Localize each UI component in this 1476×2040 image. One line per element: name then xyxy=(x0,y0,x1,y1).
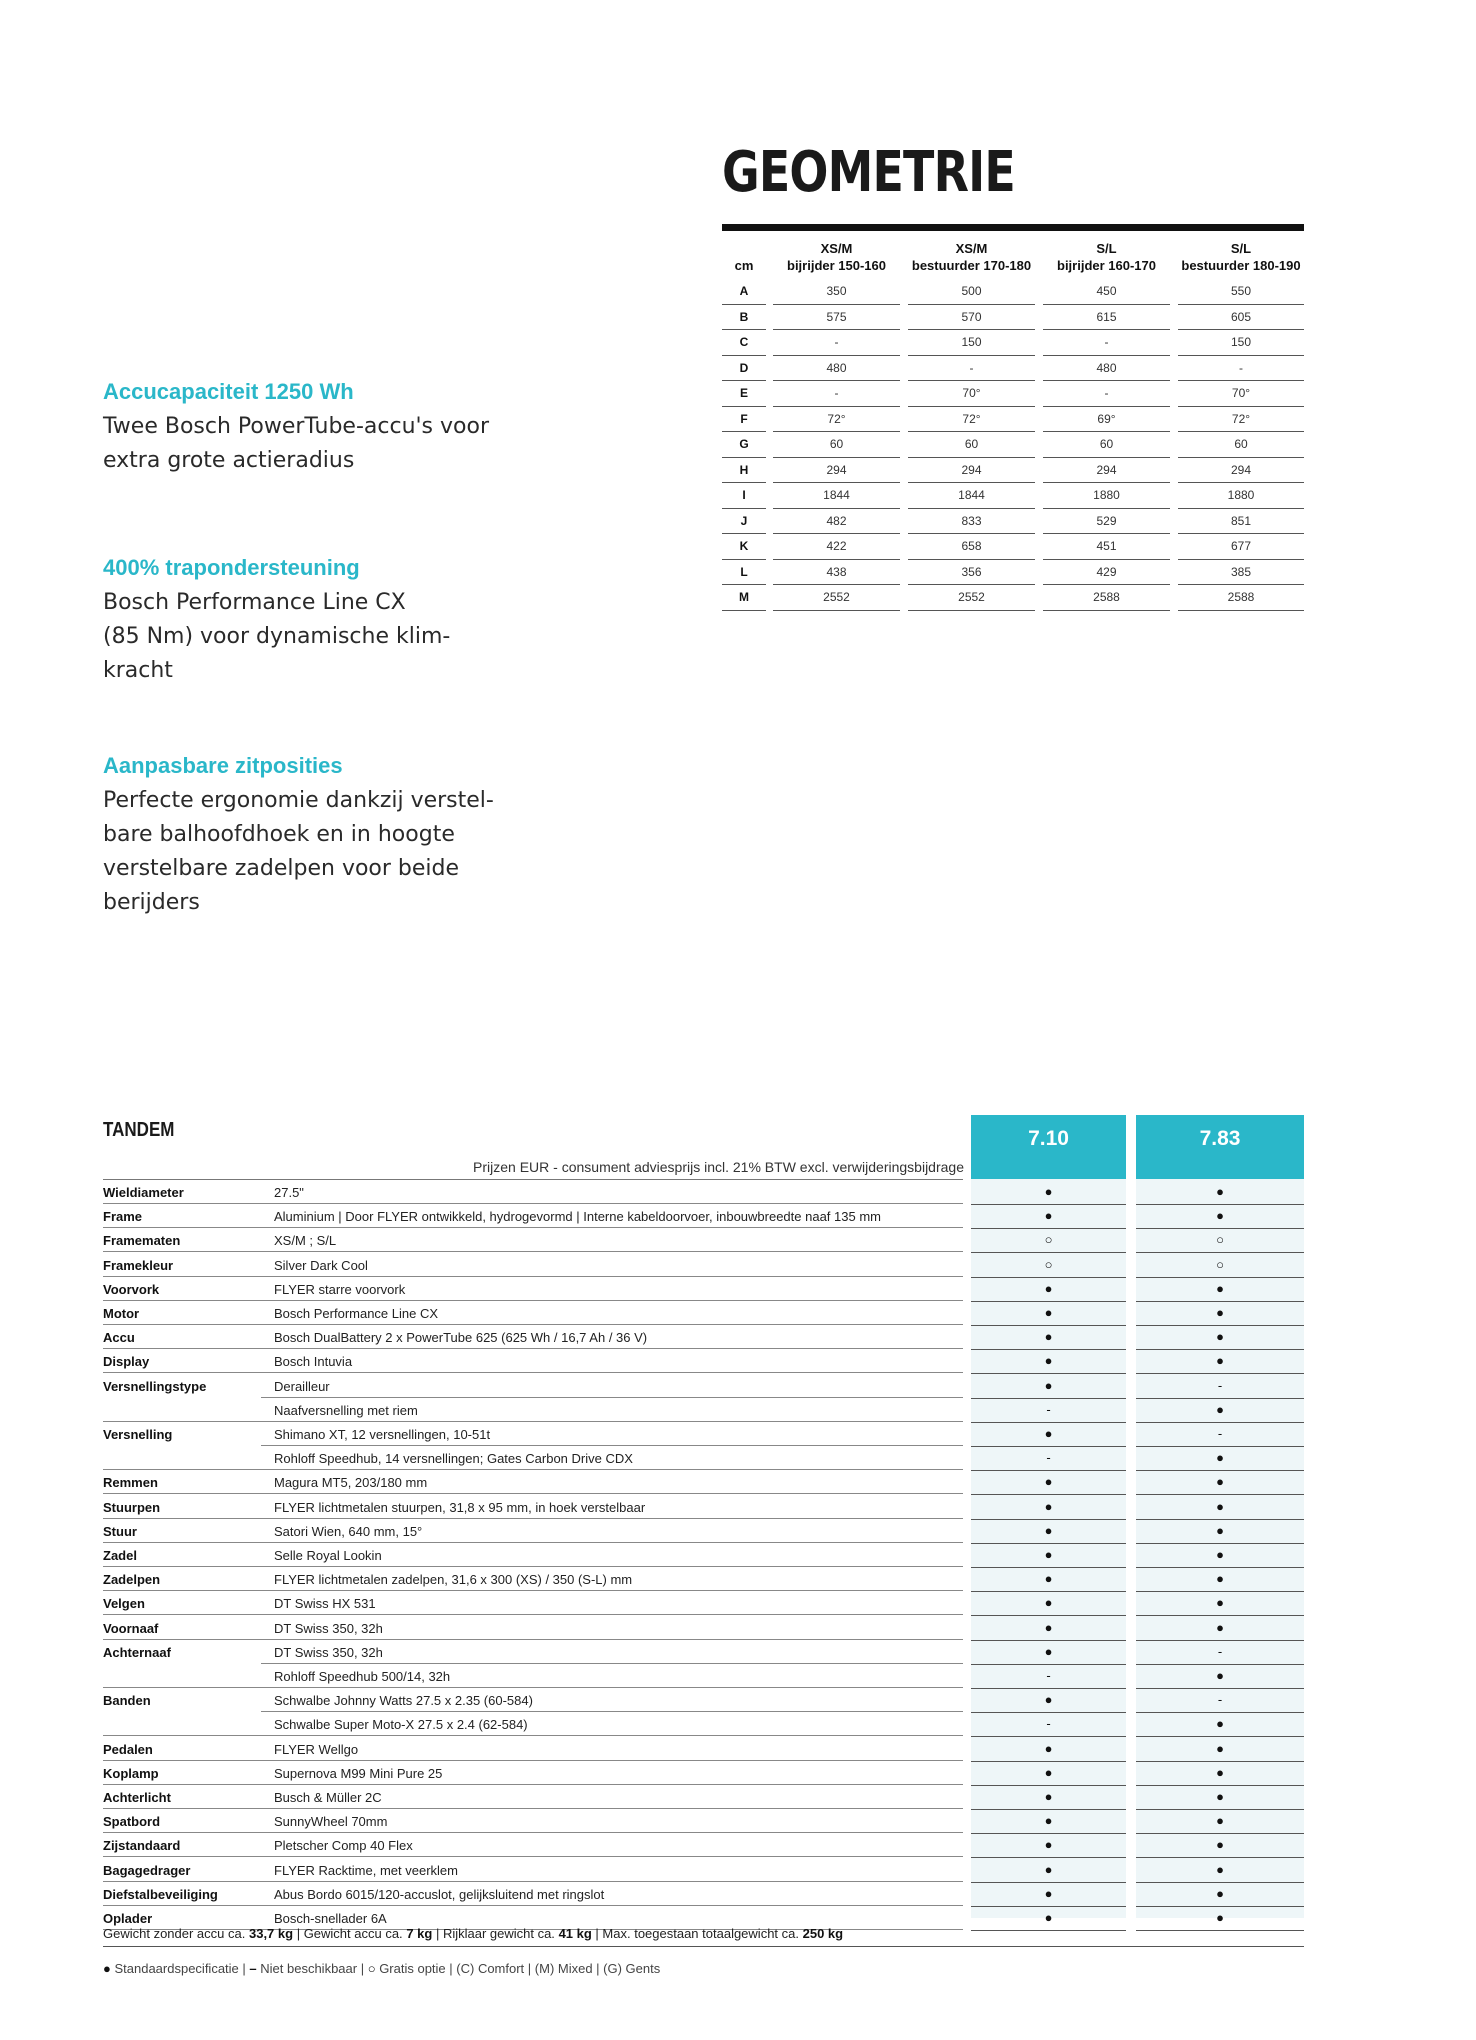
geometry-row-label: F xyxy=(722,407,766,433)
spec-label: Accu xyxy=(103,1330,135,1346)
price-note: Prijzen EUR - consument adviesprijs incl. 21% BTW excl. verwijderingsbijdrage xyxy=(473,1159,964,1175)
spec-mark-783: ● xyxy=(1136,1882,1304,1907)
geometry-cell: 550 xyxy=(1178,279,1304,305)
spec-mark-783: ● xyxy=(1136,1325,1304,1350)
spec-mark-710: ● xyxy=(971,1277,1126,1302)
spec-row xyxy=(103,1616,1304,1640)
geometry-cell: 60 xyxy=(1178,432,1304,458)
geometry-col-header: S/L bijrijder 160-170 xyxy=(1057,241,1156,273)
spec-row xyxy=(103,1470,1304,1494)
geometry-cell: 350 xyxy=(773,279,900,305)
feature-title: Aanpasbare zitposities xyxy=(103,753,343,778)
spec-mark-783: ● xyxy=(1136,1591,1304,1616)
geometry-cell: 294 xyxy=(908,458,1035,484)
spec-mark-783: ● xyxy=(1136,1712,1304,1737)
geometry-cell: 60 xyxy=(773,432,900,458)
spec-row xyxy=(103,1398,1304,1422)
spec-mark-710: ● xyxy=(971,1906,1126,1931)
geometry-cell: 605 xyxy=(1178,305,1304,331)
spec-value: DT Swiss HX 531 xyxy=(274,1596,376,1612)
spec-row xyxy=(103,1228,1304,1252)
geometry-row-label: I xyxy=(722,483,766,509)
spec-row xyxy=(103,1325,1304,1349)
geometry-row xyxy=(722,483,1304,509)
geometry-row-label: E xyxy=(722,381,766,407)
spec-value: Naafversnelling met riem xyxy=(274,1402,418,1418)
geometry-row xyxy=(722,458,1304,484)
spec-mark-783: ● xyxy=(1136,1543,1304,1568)
geometry-cell: 438 xyxy=(773,560,900,586)
spec-mark-710: ● xyxy=(971,1640,1126,1665)
spec-value: XS/M ; S/L xyxy=(274,1233,337,1249)
spec-mark-783: ● xyxy=(1136,1519,1304,1544)
spec-mark-783: ● xyxy=(1136,1567,1304,1592)
spec-mark-783: ● xyxy=(1136,1180,1304,1205)
spec-row xyxy=(103,1809,1304,1833)
geometry-cell: 575 xyxy=(773,305,900,331)
spec-mark-710: ● xyxy=(971,1204,1126,1229)
geometry-cell: 2588 xyxy=(1178,585,1304,611)
geometry-col-header: XS/M bestuurder 170-180 xyxy=(911,241,1032,273)
legend-symbol: ○ xyxy=(367,1961,376,1976)
spec-row xyxy=(103,1737,1304,1761)
spec-mark-710: ○ xyxy=(971,1253,1126,1278)
model-header-783: 7.83 xyxy=(1136,1115,1304,1179)
geometry-unit-header: cm xyxy=(734,258,754,273)
spec-value: Silver Dark Cool xyxy=(274,1257,368,1273)
spec-mark-783: - xyxy=(1136,1422,1304,1447)
spec-mark-783: ● xyxy=(1136,1301,1304,1326)
geometry-cell: 1880 xyxy=(1178,483,1304,509)
spec-label: Framekleur xyxy=(103,1257,174,1273)
spec-mark-710: ● xyxy=(971,1543,1126,1568)
spec-label: Versnellingstype xyxy=(103,1378,207,1394)
spec-mark-710: ● xyxy=(971,1785,1126,1810)
geometry-cell: 1844 xyxy=(908,483,1035,509)
geometry-cell: 851 xyxy=(1178,509,1304,535)
spec-label: Voornaaf xyxy=(103,1620,159,1636)
geometry-cell: 70° xyxy=(908,381,1035,407)
geometry-cell: 1844 xyxy=(773,483,900,509)
spec-label: Spatbord xyxy=(103,1814,161,1830)
spec-mark-783: ● xyxy=(1136,1833,1304,1858)
geometry-cell: 69° xyxy=(1043,407,1170,433)
feature-title: Accucapaciteit 1250 Wh xyxy=(103,379,354,404)
spec-mark-710: ● xyxy=(971,1591,1126,1616)
spec-row xyxy=(103,1495,1304,1519)
legend-text: Niet beschikbaar xyxy=(260,1961,358,1976)
weight-label: Rijklaar gewicht ca. xyxy=(442,1926,555,1941)
geometry-col-header: XS/M bijrijder 150-160 xyxy=(787,241,886,273)
spec-row xyxy=(103,1253,1304,1277)
geometry-cell: 2552 xyxy=(908,585,1035,611)
spec-value: Shimano XT, 12 versnellingen, 10-51t xyxy=(274,1427,491,1442)
geometry-row xyxy=(722,381,1304,407)
geometry-cell: 570 xyxy=(908,305,1035,331)
geometry-row-label: M xyxy=(722,585,766,611)
spec-mark-710: ● xyxy=(971,1325,1126,1350)
geometry-cell: - xyxy=(1178,356,1304,382)
spec-label: Velgen xyxy=(103,1596,145,1612)
spec-mark-710: ● xyxy=(971,1858,1126,1883)
spec-row xyxy=(103,1664,1304,1688)
spec-mark-783: ● xyxy=(1136,1761,1304,1786)
spec-value: FLYER Racktime, met veerklem xyxy=(274,1862,458,1878)
geometry-cell: 150 xyxy=(1178,330,1304,356)
geometry-row-label: G xyxy=(722,432,766,458)
spec-value: FLYER lichtmetalen zadelpen, 31,6 x 300 (XS) / 350 (S-L) mm xyxy=(274,1572,633,1588)
spec-mark-783: - xyxy=(1136,1640,1304,1665)
spec-mark-710: ● xyxy=(971,1737,1126,1762)
spec-row xyxy=(103,1761,1304,1785)
geometry-row xyxy=(722,356,1304,382)
spec-mark-783: ● xyxy=(1136,1785,1304,1810)
geometry-cell: - xyxy=(1043,330,1170,356)
geometry-row-label: L xyxy=(722,560,766,586)
spec-mark-710: ● xyxy=(971,1616,1126,1641)
geometry-title: GEOMETRIE xyxy=(722,140,1015,205)
spec-label: Motor xyxy=(103,1306,140,1321)
spec-value: Rohloff Speedhub, 14 versnellingen; Gates Carbon Drive CDX xyxy=(274,1451,633,1467)
spec-row xyxy=(103,1882,1304,1906)
spec-mark-783: ● xyxy=(1136,1495,1304,1520)
geometry-cell: 70° xyxy=(1178,381,1304,407)
spec-mark-710: - xyxy=(971,1398,1126,1423)
spec-value: Aluminium | Door FLYER ontwikkeld, hydrogevormd | Interne kabeldoorvoer, inbouwbreedte naaf 135 mm xyxy=(274,1209,881,1225)
spec-mark-783: - xyxy=(1136,1374,1304,1399)
geometry-cell: 150 xyxy=(908,330,1035,356)
spec-mark-783: ○ xyxy=(1136,1228,1304,1253)
spec-mark-710: ● xyxy=(971,1809,1126,1834)
feature-text: Perfecte ergonomie dankzij verstel- bare balhoofdhoek en in hoogte verstelbare zadelpen voor beide berijders xyxy=(103,788,494,915)
feature-text: Twee Bosch PowerTube-accu's voor extra grote actieradius xyxy=(103,414,489,473)
geometry-cell: 2588 xyxy=(1043,585,1170,611)
spec-mark-710: ● xyxy=(971,1301,1126,1326)
spec-mark-710: ● xyxy=(971,1833,1126,1858)
legend-text: (C) Comfort xyxy=(456,1961,525,1976)
spec-label: Voorvork xyxy=(103,1281,160,1297)
geometry-cell: 480 xyxy=(773,356,900,382)
spec-value: Supernova M99 Mini Pure 25 xyxy=(274,1765,443,1781)
spec-value: Busch & Müller 2C xyxy=(274,1790,382,1805)
spec-label: Wieldiameter xyxy=(103,1185,184,1200)
spec-label: Diefstalbeveiliging xyxy=(103,1886,218,1902)
feature-title: 400% trapondersteuning xyxy=(103,555,360,580)
spec-value: DT Swiss 350, 32h xyxy=(274,1644,383,1660)
spec-row xyxy=(103,1349,1304,1373)
spec-value: Schwalbe Super Moto-X 27.5 x 2.4 (62-584) xyxy=(274,1717,528,1733)
geometry-cell: 2552 xyxy=(773,585,900,611)
geometry-row-label: J xyxy=(722,509,766,535)
feature-assist xyxy=(103,554,523,688)
weight-value: 7 kg xyxy=(406,1926,433,1941)
geometry-cell: 1880 xyxy=(1043,483,1170,509)
geometry-row-label: A xyxy=(722,279,766,305)
weight-value: 250 kg xyxy=(802,1926,844,1941)
geometry-cell: 429 xyxy=(1043,560,1170,586)
spec-mark-710: ○ xyxy=(971,1228,1126,1253)
spec-value: Satori Wien, 640 mm, 15° xyxy=(274,1523,423,1539)
geometry-col-header: S/L bestuurder 180-190 xyxy=(1181,241,1301,273)
spec-row xyxy=(103,1301,1304,1325)
spec-value: Pletscher Comp 40 Flex xyxy=(274,1838,413,1854)
geometry-cell: 615 xyxy=(1043,305,1170,331)
spec-label: Remmen xyxy=(103,1475,158,1491)
geometry-cell: - xyxy=(773,330,900,356)
geometry-row-label: H xyxy=(722,458,766,484)
geometry-cell: 72° xyxy=(773,407,900,433)
geometry-cell: 451 xyxy=(1043,534,1170,560)
spec-label: Oplader xyxy=(103,1911,153,1926)
geometry-cell: 833 xyxy=(908,509,1035,535)
geometry-row xyxy=(722,534,1304,560)
spec-mark-710: ● xyxy=(971,1180,1126,1205)
spec-row xyxy=(103,1785,1304,1809)
spec-label: Banden xyxy=(103,1693,151,1709)
spec-row xyxy=(103,1543,1304,1567)
tandem-title: TANDEM xyxy=(103,1119,175,1141)
geometry-cell: 500 xyxy=(908,279,1035,305)
geometry-cell: 72° xyxy=(1178,407,1304,433)
spec-mark-710: ● xyxy=(971,1374,1126,1399)
geometry-cell: 658 xyxy=(908,534,1035,560)
geometry-row xyxy=(722,585,1304,611)
spec-mark-710: ● xyxy=(971,1882,1126,1907)
geometry-row-label: D xyxy=(722,356,766,382)
model-header-710: 7.10 xyxy=(971,1115,1126,1179)
geometry-cell: 529 xyxy=(1043,509,1170,535)
spec-mark-783: ● xyxy=(1136,1616,1304,1641)
weight-label: Gewicht zonder accu ca. xyxy=(103,1926,246,1941)
feature-seating xyxy=(103,752,523,920)
geometry-cell: 677 xyxy=(1178,534,1304,560)
spec-row xyxy=(103,1833,1304,1857)
geometry-cell: - xyxy=(773,381,900,407)
spec-value: Bosch Performance Line CX xyxy=(274,1306,439,1321)
spec-value: Bosch Intuvia xyxy=(274,1354,353,1370)
spec-value: DT Swiss 350, 32h xyxy=(274,1620,383,1636)
spec-value: Bosch DualBattery 2 x PowerTube 625 (625 Wh / 16,7 Ah / 36 V) xyxy=(274,1330,648,1346)
spec-mark-710: ● xyxy=(971,1567,1126,1592)
spec-row xyxy=(103,1567,1304,1591)
geometry-table xyxy=(722,238,1304,611)
weight-summary: Gewicht zonder accu ca. 33,7 kg | Gewicht accu ca. 7 kg | Rijklaar gewicht ca. 41 kg | Max. toegestaan totaalgewicht ca. 250 kg xyxy=(103,1926,844,1941)
spec-mark-783: ● xyxy=(1136,1398,1304,1423)
spec-row xyxy=(103,1591,1304,1615)
spec-row xyxy=(103,1519,1304,1543)
spec-value: FLYER lichtmetalen stuurpen, 31,8 x 95 mm, in hoek verstelbaar xyxy=(274,1499,646,1515)
geometry-cell: 422 xyxy=(773,534,900,560)
spec-value: SunnyWheel 70mm xyxy=(274,1814,388,1830)
feature-battery xyxy=(103,378,523,478)
legend-symbol: ● xyxy=(103,1961,111,1976)
spec-mark-710: ● xyxy=(971,1470,1126,1495)
spec-mark-710: ● xyxy=(971,1495,1126,1520)
spec-mark-710: ● xyxy=(971,1422,1126,1447)
spec-value: 27.5" xyxy=(274,1185,304,1200)
geometry-row xyxy=(722,407,1304,433)
geometry-cell: 482 xyxy=(773,509,900,535)
spec-value: Derailleur xyxy=(274,1378,330,1394)
geometry-row-label: C xyxy=(722,330,766,356)
geometry-cell: 450 xyxy=(1043,279,1170,305)
spec-mark-783: ● xyxy=(1136,1204,1304,1229)
weight-label: Gewicht accu ca. xyxy=(303,1926,403,1941)
geometry-row xyxy=(722,330,1304,356)
legend-text: Standaardspecificatie xyxy=(114,1961,239,1976)
spec-value: FLYER starre voorvork xyxy=(274,1281,406,1297)
geometry-cell: 294 xyxy=(1178,458,1304,484)
spec-label: Framematen xyxy=(103,1233,181,1249)
spec-mark-783: ● xyxy=(1136,1809,1304,1834)
spec-row xyxy=(103,1640,1304,1664)
weight-rule xyxy=(103,1946,1304,1947)
legend-symbol: – xyxy=(249,1961,257,1976)
geometry-cell: 60 xyxy=(908,432,1035,458)
geometry-row xyxy=(722,432,1304,458)
spec-label: Bagagedrager xyxy=(103,1862,191,1878)
spec-mark-710: - xyxy=(971,1712,1126,1737)
spec-label: Stuurpen xyxy=(103,1499,161,1515)
geometry-cell: 480 xyxy=(1043,356,1170,382)
geometry-row xyxy=(722,509,1304,535)
geometry-cell: 60 xyxy=(1043,432,1170,458)
spec-label: Achternaaf xyxy=(103,1644,171,1660)
spec-value: Bosch-snellader 6A xyxy=(274,1911,387,1926)
geometry-row xyxy=(722,305,1304,331)
spec-row xyxy=(103,1712,1304,1736)
spec-row xyxy=(103,1204,1304,1228)
spec-row xyxy=(103,1422,1304,1446)
spec-mark-783: ● xyxy=(1136,1470,1304,1495)
spec-value: Selle Royal Lookin xyxy=(274,1548,382,1563)
geometry-cell: - xyxy=(908,356,1035,382)
feature-text: Bosch Performance Line CX (85 Nm) voor dynamische klim- kracht xyxy=(103,590,451,683)
geometry-row-label: B xyxy=(722,305,766,331)
spec-value: Magura MT5, 203/180 mm xyxy=(274,1475,428,1491)
geometry-title-rule xyxy=(722,224,1304,231)
geometry-cell: 72° xyxy=(908,407,1035,433)
spec-mark-783: ○ xyxy=(1136,1253,1304,1278)
weight-value: 41 kg xyxy=(558,1926,592,1941)
legend-text: (G) Gents xyxy=(603,1961,661,1976)
legend-text: Gratis optie xyxy=(379,1961,446,1976)
geometry-cell: 356 xyxy=(908,560,1035,586)
legend-text: (M) Mixed xyxy=(534,1961,593,1976)
weight-value: 33,7 kg xyxy=(248,1926,294,1941)
spec-mark-783: ● xyxy=(1136,1349,1304,1374)
geometry-cell: 294 xyxy=(773,458,900,484)
geometry-row-label: K xyxy=(722,534,766,560)
spec-row xyxy=(103,1446,1304,1470)
spec-row xyxy=(103,1858,1304,1882)
spec-mark-710: ● xyxy=(971,1519,1126,1544)
spec-label: Frame xyxy=(103,1209,143,1225)
geometry-cell: 385 xyxy=(1178,560,1304,586)
spec-mark-710: ● xyxy=(971,1349,1126,1374)
spec-value: Abus Bordo 6015/120-accuslot, gelijksluitend met ringslot xyxy=(274,1886,605,1902)
spec-row xyxy=(103,1688,1304,1712)
spec-mark-783: ● xyxy=(1136,1664,1304,1689)
spec-mark-710: - xyxy=(971,1446,1126,1471)
spec-label: Koplamp xyxy=(103,1765,159,1781)
spec-label: Display xyxy=(103,1354,150,1370)
spec-value: FLYER Wellgo xyxy=(274,1741,359,1757)
spec-mark-710: ● xyxy=(971,1761,1126,1786)
spec-label: Versnelling xyxy=(103,1427,173,1442)
spec-row xyxy=(103,1180,1304,1204)
geometry-cell: - xyxy=(1043,381,1170,407)
spec-mark-783: ● xyxy=(1136,1277,1304,1302)
spec-label: Zijstandaard xyxy=(103,1838,181,1854)
spec-mark-783: ● xyxy=(1136,1737,1304,1762)
spec-row xyxy=(103,1374,1304,1398)
spec-mark-783: - xyxy=(1136,1688,1304,1713)
spec-value: Schwalbe Johnny Watts 27.5 x 2.35 (60-584) xyxy=(274,1693,533,1709)
geometry-row xyxy=(722,560,1304,586)
spec-label: Zadel xyxy=(103,1548,137,1563)
legend: ● Standaardspecificatie | – Niet beschikbaar | ○ Gratis optie | (C) Comfort | (M) Mixed | (G) Gents xyxy=(103,1961,661,1976)
spec-mark-783: ● xyxy=(1136,1446,1304,1471)
spec-mark-710: ● xyxy=(971,1688,1126,1713)
spec-mark-783: ● xyxy=(1136,1906,1304,1931)
spec-row xyxy=(103,1277,1304,1301)
spec-label: Zadelpen xyxy=(103,1572,161,1588)
spec-mark-710: - xyxy=(971,1664,1126,1689)
weight-label: Max. toegestaan totaalgewicht ca. xyxy=(602,1926,799,1941)
spec-label: Pedalen xyxy=(103,1741,153,1757)
spec-mark-783: ● xyxy=(1136,1858,1304,1883)
geometry-cell: 294 xyxy=(1043,458,1170,484)
spec-label: Stuur xyxy=(103,1523,137,1539)
spec-value: Rohloff Speedhub 500/14, 32h xyxy=(274,1669,451,1684)
spec-label: Achterlicht xyxy=(103,1790,171,1805)
geometry-row xyxy=(722,279,1304,305)
